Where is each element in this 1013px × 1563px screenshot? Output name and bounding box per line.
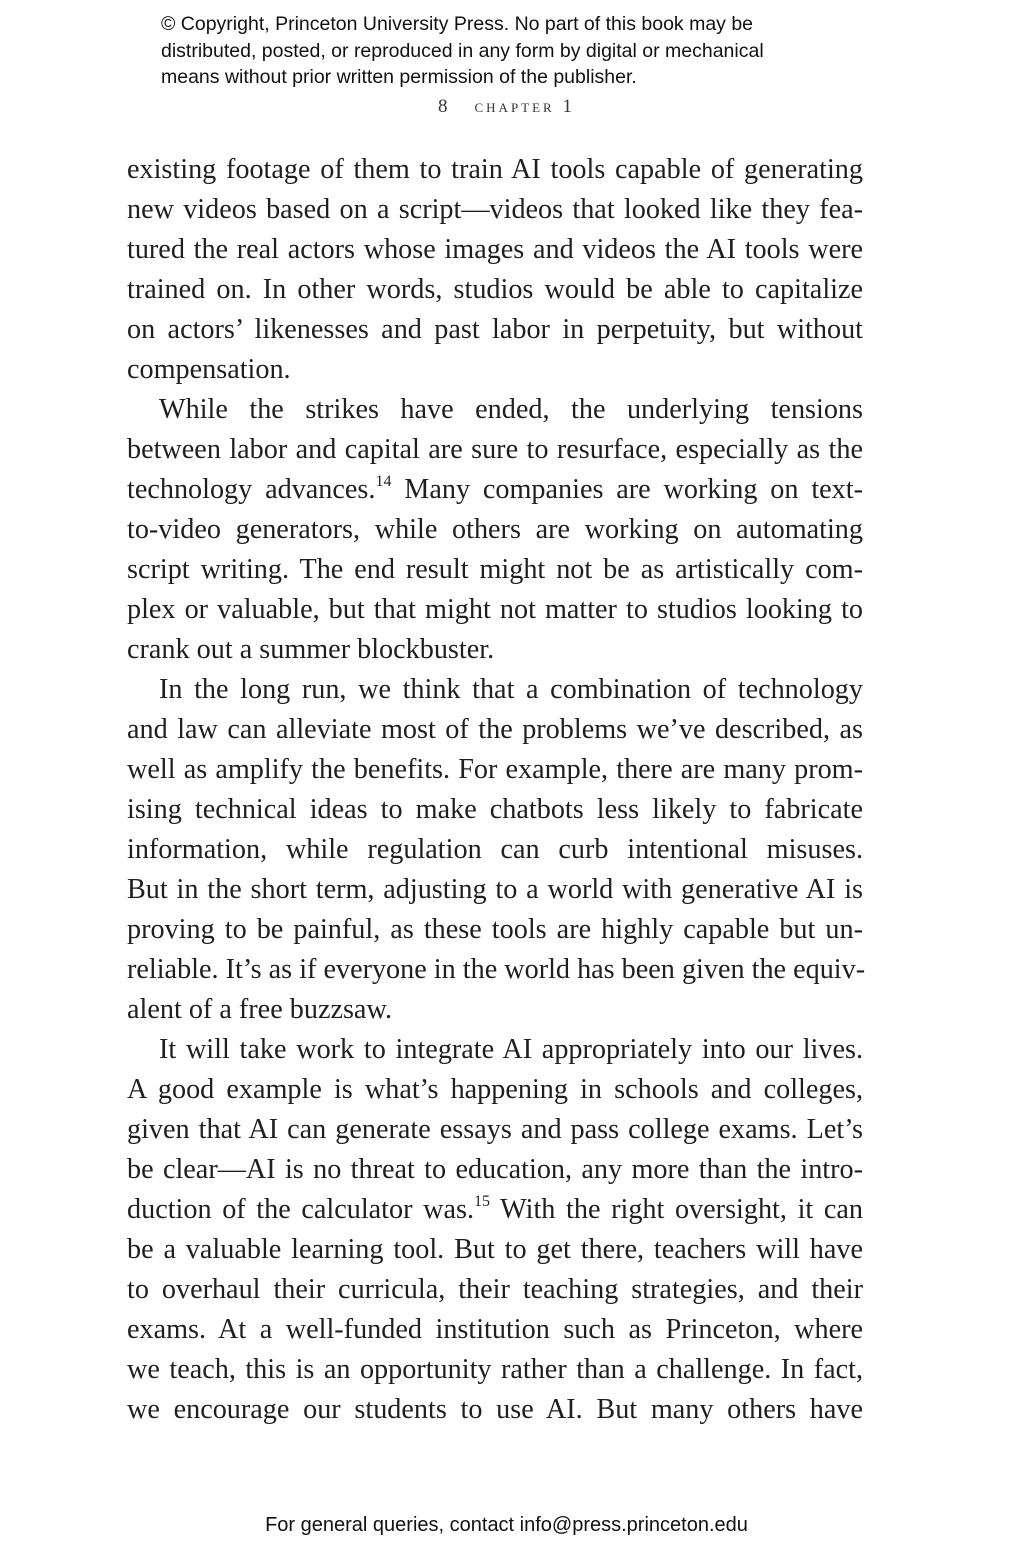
chapter-label: chapter 1 bbox=[474, 96, 575, 117]
copyright-line: means without prior written permission of the publisher. bbox=[161, 66, 637, 88]
text-line: to overhaul their curricula, their teaching strategies, and their bbox=[127, 1274, 863, 1305]
text-line: In the long run, we think that a combination of technology bbox=[159, 674, 863, 705]
text-line bbox=[127, 470, 863, 510]
footnote-ref-15: 15 bbox=[474, 1193, 491, 1210]
footer-contact: For general queries, contact info@press.princeton.edu bbox=[265, 1514, 748, 1536]
text-line: It will take work to integrate AI appropriately into our lives. bbox=[159, 1034, 863, 1065]
running-head bbox=[0, 96, 1013, 118]
text-line: exams. At a well-funded institution such as Princeton, where bbox=[127, 1314, 863, 1345]
copyright-notice bbox=[161, 11, 881, 91]
text-line: we teach, this is an opportunity rather than a challenge. In fact, bbox=[127, 1354, 863, 1385]
text-line: ising technical ideas to make chatbots less likely to fabricate bbox=[127, 794, 863, 825]
text-line: and law can alleviate most of the problems we’ve described, as bbox=[127, 714, 863, 745]
page-number: 8 bbox=[438, 96, 448, 117]
text-line: proving to be painful, as these tools are highly capable but un- bbox=[127, 914, 863, 945]
text-line: compensation. bbox=[127, 354, 291, 385]
text-line: between labor and capital are sure to resurface, especially as the bbox=[127, 434, 863, 465]
text-fragment: With the right oversight, it can bbox=[490, 1194, 863, 1225]
copyright-line: © Copyright, Princeton University Press. No part of this book may be bbox=[161, 13, 754, 35]
text-line: information, while regulation can curb intentional misuses. bbox=[127, 834, 863, 865]
text-line: new videos based on a script—videos that looked like they fea- bbox=[127, 194, 863, 225]
text-line: While the strikes have ended, the underlying tensions bbox=[159, 394, 863, 425]
text-fragment: duction of the calculator was. bbox=[127, 1194, 475, 1225]
text-line: be clear—AI is no threat to education, any more than the intro- bbox=[127, 1154, 863, 1185]
text-line: plex or valuable, but that might not matter to studios looking to bbox=[127, 594, 863, 625]
footnote-ref-14: 14 bbox=[375, 473, 392, 490]
text-line: crank out a summer blockbuster. bbox=[127, 634, 495, 665]
text-line: But in the short term, adjusting to a world with generative AI is bbox=[127, 874, 863, 905]
text-line: A good example is what’s happening in schools and colleges, bbox=[127, 1074, 863, 1105]
text-line: we encourage our students to use AI. But many others have bbox=[127, 1394, 863, 1425]
text-line: script writing. The end result might not be as artistically com- bbox=[127, 554, 863, 585]
text-line: well as amplify the benefits. For example, there are many prom- bbox=[127, 754, 863, 785]
text-line: trained on. In other words, studios would be able to capitalize bbox=[127, 274, 863, 305]
copyright-line: distributed, posted, or reproduced in any form by digital or mechanical bbox=[161, 39, 764, 62]
text-fragment: Many companies are working on text- bbox=[391, 474, 863, 505]
text-line: existing footage of them to train AI tools capable of generating bbox=[127, 154, 863, 185]
text-line: be a valuable learning tool. But to get there, teachers will have bbox=[127, 1234, 863, 1265]
text-line: on actors’ likenesses and past labor in perpetuity, but without bbox=[127, 314, 863, 345]
body-text bbox=[127, 150, 866, 1430]
text-fragment: technology advances. bbox=[127, 474, 376, 505]
text-line: to-video generators, while others are working on automating bbox=[127, 514, 863, 545]
text-line: alent of a free buzzsaw. bbox=[127, 994, 393, 1025]
text-line: tured the real actors whose images and videos the AI tools were bbox=[127, 234, 863, 265]
text-line: reliable. It’s as if everyone in the world has been given the equiv- bbox=[127, 954, 866, 985]
text-line: given that AI can generate essays and pass college exams. Let’s bbox=[127, 1114, 863, 1145]
text-line bbox=[127, 1190, 863, 1230]
